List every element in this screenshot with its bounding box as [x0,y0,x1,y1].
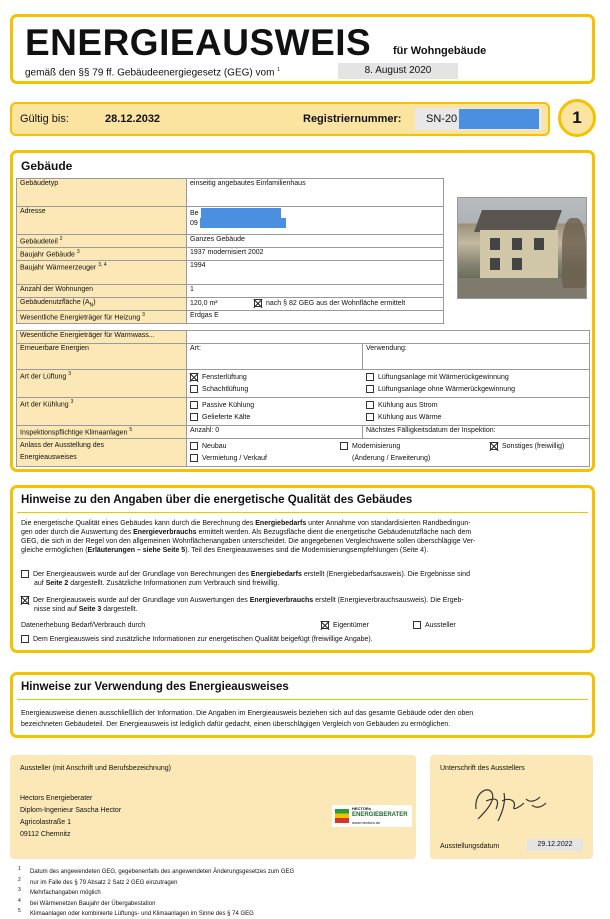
redaction [459,109,539,129]
value [187,331,590,344]
anlass-options: Neubau Modernisierung Sonstiges (freiwillig) Vermietung / Verkauf (Änderung / Erweiterung) [187,439,590,467]
notes-title: Hinweise zu den Angaben über die energetische Qualität des Gebäudes [21,494,413,506]
checkbox-passive-kuehlung[interactable] [190,401,198,409]
value: 120,0 m² nach § 82 GEG aus der Wohnfläche ermittelt [187,298,444,311]
label: Anzahl der Wohnungen [17,285,187,298]
value: 1994 [187,261,444,285]
footnote: $^5$ Klimaanlagen oder kombinierte Lüftungs- und Klimaanlagen im Sinne des § 74 GEG [18,908,254,917]
house-window [512,238,522,250]
checkbox-kuehlung-strom[interactable] [366,401,374,409]
row-anlass [17,439,590,467]
label: Baujahr Gebäude $^3$ [17,248,187,261]
kuehlung-options: Passive Kühlung Kühlung aus Strom Gelieferte Kälte Kühlung aus Wärme [187,398,590,426]
label: Art der Lüftung $^3$ [17,370,187,398]
issue-date-value: 29.12.2022 [527,839,583,851]
row-heizung [17,311,444,324]
checkbox-vermietung[interactable] [190,454,198,462]
label: Adresse [17,207,187,235]
option-zusatzinfo: Dem Energieausweis sind zusätzliche Informationen zur energetischen Qualität beigefügt (freiwillige Angabe). [21,635,589,644]
energy-quality-notes [10,485,595,653]
data-collection-row: Datenerhebung Bedarf/Verbrauch durch Eigentümer Aussteller [21,622,456,629]
house-window [490,238,500,250]
building-photo [457,197,587,299]
checkbox-lueftung-ohne-wrg[interactable] [366,385,374,393]
usage-title: Hinweise zur Verwendung des Energieausweises [21,681,289,693]
building-table-lower [16,330,590,467]
house-window [512,258,522,270]
value: einseitig angebautes Einfamilienhaus [187,179,444,207]
registration-label: Registriernummer: [303,113,402,125]
law-reference: gemäß den §§ 79 ff. Gebäudeenergiegesetz (GEG) vom $^1$ [25,67,280,79]
redaction [201,208,281,218]
klima-anzahl: Anzahl: 0 [187,426,363,439]
issuer-box [10,755,416,859]
registration-field: SN-20 [415,108,542,130]
house-window [534,238,544,250]
label: Wesentliche Energieträger für Warmwass... [17,331,187,344]
notes-divider [17,512,588,513]
law-date: 8. August 2020 [338,63,458,79]
notes-intro: Die energetische Qualität eines Gebäudes kann durch die Berechnung des Energiebedarfs unter Annahme von standardisierten Randbedingun- gen oder durch die Auswertung des Energieverbrauchs ermittelt werden. Als Bezugsfläche dient die energetische Gebäudenutzfläche nach dem GEG, die sich in der Regel von den allgemeinen Wohnflächenangaben unterscheidet. Die angegebenen Vergleichswerte sollen überschlägige Ver- gleiche ermöglichen (Erläuterungen – siehe Seite 5). Teil des Energieausweises sind die Modernisierungsempfehlungen (Seite 4). [21,520,476,554]
row-gebaeudeteil [17,235,444,248]
label: Baujahr Wärmeerzeuger $^{3, 4}$ [17,261,187,285]
row-wohnungen [17,285,444,298]
checkbox-gelieferte-kaelte[interactable] [190,413,198,421]
value: Erdgas E [187,311,444,324]
checkbox-bedarfsausweis[interactable] [21,570,29,578]
label: Wesentliche Energieträger für Heizung $^3$ [17,311,187,324]
checkbox-fensterlueftung[interactable] [190,373,198,381]
lueftung-options: Fensterlüftung Lüftungsanlage mit Wärmerückgewinnung Schachtlüftung Lüftungsanlage ohne Wärmerückgewinnung [187,370,590,398]
row-warmwasser [17,331,590,344]
redaction [200,218,286,228]
row-adresse [17,207,444,235]
usage-text: Energieausweise dienen ausschließlich der Information. Die Angaben im Energieausweis beziehen sich auf das gesamte Gebäude oder den oben bezeichneten Gebäudeteil. Der Energieausweis ist lediglich dafür gedacht, einen überschlägigen Vergleich von Gebäuden zu ermöglichen. [21,710,474,728]
checkbox-neubau[interactable] [190,442,198,450]
row-waermeerzeuger [17,261,444,285]
row-nutzflaeche [17,298,444,311]
checkbox-lueftung-mit-wrg[interactable] [366,373,374,381]
footnote: $^2$ nur im Falle des § 79 Absatz 2 Satz 2 GEG einzutragen [18,876,178,886]
checkbox-zusatzinfo[interactable] [21,635,29,643]
checkbox-verbrauchsausweis[interactable] [21,596,29,604]
row-gebaeudetyp [17,179,444,207]
document-subtitle: für Wohngebäude [393,45,487,57]
nutzflaeche-checkbox[interactable] [254,299,262,307]
house-roof [474,210,562,232]
label: Anlass der Ausstellung des Energieausweises [17,439,187,467]
page-number: 1 [558,99,596,137]
label: Inspektionspflichtige Klimaanlagen $^5$ [17,426,187,439]
valid-value: 28.12.2032 [105,113,161,125]
checkbox-aussteller[interactable] [413,621,421,629]
issue-date-label: Ausstellungsdatum [440,843,500,850]
checkbox-kuehlung-waerme[interactable] [366,413,374,421]
checkbox-sonstiges[interactable] [490,442,498,450]
footnotes [18,866,294,919]
option-verbrauchsausweis: Der Energieausweis wurde auf der Grundlage von Auswertungen des Energieverbrauchs erstellt (Energieverbrauchsausweis). Die Ergeb- nisse sind auf Seite 3 dargestellt. [21,596,589,614]
tree [562,218,586,288]
valid-label: Gültig bis: [20,113,69,125]
label: Gebäudeteil $^2$ [17,235,187,248]
building-table [16,178,444,324]
erneuerbar-verwendung: Verwendung: [363,344,590,370]
label: Gebäudenutzfläche $(A_N)$ [17,298,187,311]
header-box [10,14,595,84]
footnote: $^4$ bei Wärmenetzen Baujahr der Übergabestation [18,897,156,907]
house-window [490,258,500,270]
row-erneuerbar [17,344,590,370]
row-klimaanlagen [17,426,590,439]
logo-top: HECTORs [352,806,372,811]
row-kuehlung [17,398,590,426]
usage-divider [17,699,588,700]
signature-label: Unterschrift des Ausstellers [440,765,525,772]
value: Be 09 [187,207,444,235]
row-baujahr [17,248,444,261]
logo-url: www.hectors.de [352,820,381,825]
footnote: $^3$ Mehrfachangaben möglich [18,887,101,896]
value: 1937 modernisiert 2002 [187,248,444,261]
logo-main: ENERGIEBERATER [352,812,408,818]
option-bedarfsausweis: Der Energieausweis wurde auf der Grundlage von Berechnungen des Energiebedarfs erstellt (Energiebedarfsausweis). Die Ergebnisse sind auf Seite 2 dargestellt. Zusätzliche Informationen zum Verbrauch sind freiwillig. [21,570,589,588]
signature-box [430,755,593,859]
klima-inspektion: Nächstes Fälligkeitsdatum der Inspektion: [363,426,590,439]
label: Art der Kühlung $^3$ [17,398,187,426]
issuer-label: Aussteller (mit Anschrift und Berufsbezeichnung) [20,765,171,772]
row-lueftung [17,370,590,398]
label: Gebäudetyp [17,179,187,207]
checkbox-schachtlueftung[interactable] [190,385,198,393]
issuer-address: Hectors Energieberater Diplom-Ingenieur Sascha Hector Agricolastraße 1 09112 Chemnitz [20,795,122,838]
value: Ganzes Gebäude [187,235,444,248]
erneuerbar-art: Art: [187,344,363,370]
checkbox-modernisierung[interactable] [340,442,348,450]
logo-mark-icon [335,809,349,823]
label: Erneuerbare Energien [17,344,187,370]
issuer-logo [332,805,412,827]
document-title: ENERGIEAUSWEIS [25,22,372,63]
footnote: $^1$ Datum des angewendeten GEG, gegebenenfalls des angewendeten Änderungsgesetzes zum GEG [18,866,295,875]
usage-notes [10,672,595,738]
checkbox-eigentuemer[interactable] [321,621,329,629]
signature-image [466,779,556,823]
value: 1 [187,285,444,298]
building-title: Gebäude [21,159,73,173]
